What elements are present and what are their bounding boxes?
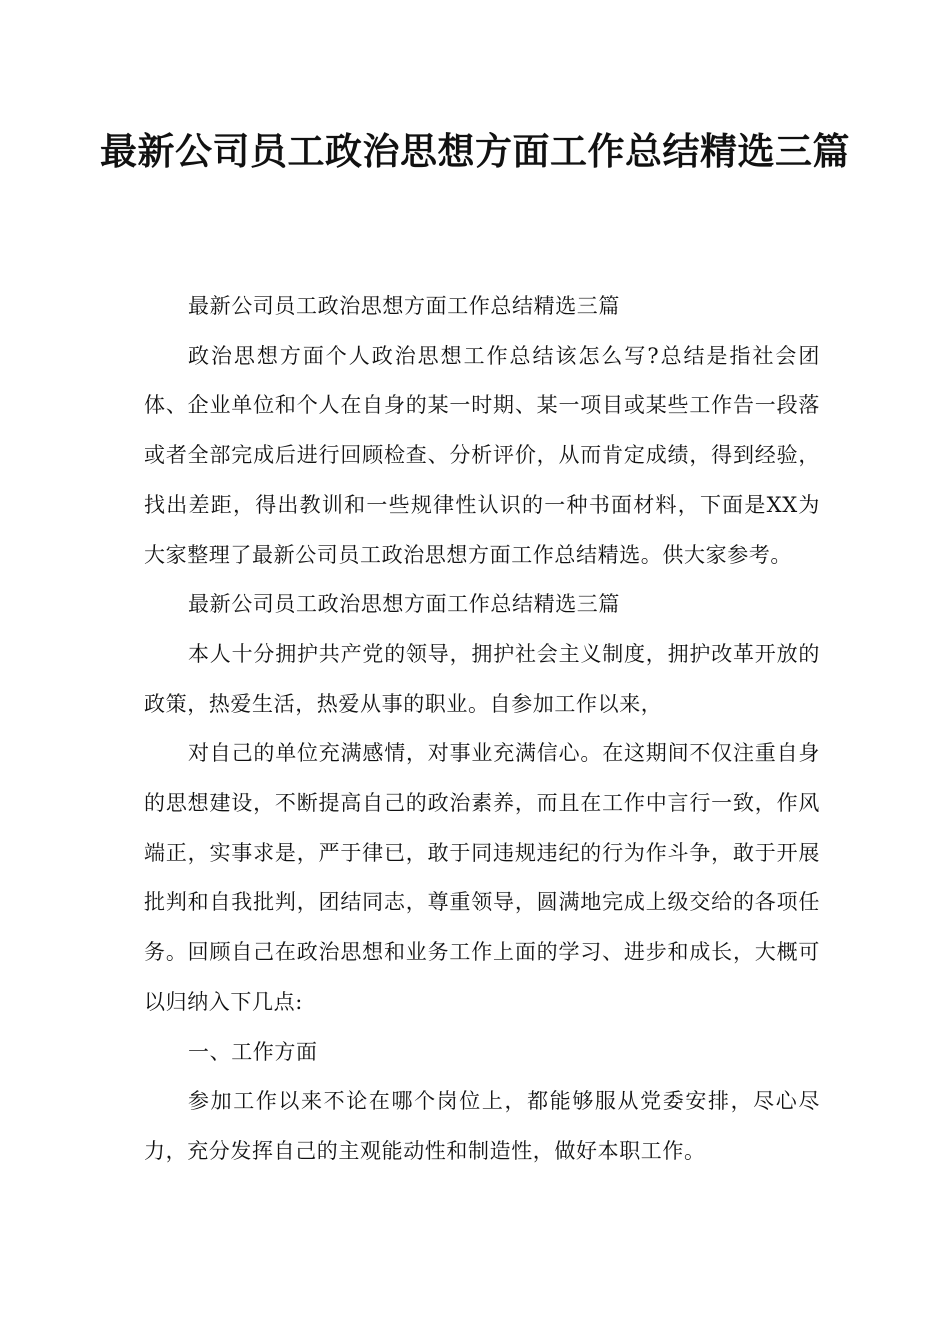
paragraph: 最新公司员工政治思想方面工作总结精选三篇 — [188, 592, 620, 617]
document-title: 最新公司员工政治思想方面工作总结精选三篇 — [100, 130, 850, 173]
paragraph: 参加工作以来不论在哪个岗位上，都能够服从党委安排，尽心尽力，充分发挥自己的主观能动性和制造性，做好本职工作。 — [144, 1089, 820, 1163]
paragraph: 最新公司员工政治思想方面工作总结精选三篇 — [188, 294, 620, 318]
document-body — [144, 282, 820, 1177]
paragraph: 政治思想方面个人政治思想工作总结该怎么写?总结是指社会团体、企业单位和个人在自身的某一时期、某一项目或某些工作告一段落或者全部完成后进行回顾检查、分析评价，从而肯定成绩，得到经验，找出差距，得出教训和一些规律性认识的一种书面材料，下面是XX为大家整理了最新公司员工政治思想方面工作总结精选。供大家参考。 — [144, 343, 820, 567]
paragraph: 一、工作方面 — [188, 1039, 318, 1064]
paragraph: 对自己的单位充满感情，对事业充满信心。在这期间不仅注重自身的思想建设，不断提高自己的政治素养，而且在工作中言行一致，作风端正，实事求是，严于律已，敢于同违规违纪的行为作斗争，敢于开展批判和自我批判，团结同志，尊重领导，圆满地完成上级交给的各项任务。回顾自己在政治思想和业务工作上面的学习、进步和成长，大概可以归纳入下几点: — [144, 741, 820, 1014]
paragraph: 本人十分拥护共产党的领导，拥护社会主义制度，拥护改革开放的政策，热爱生活，热爱从事的职业。自参加工作以来， — [144, 641, 820, 716]
